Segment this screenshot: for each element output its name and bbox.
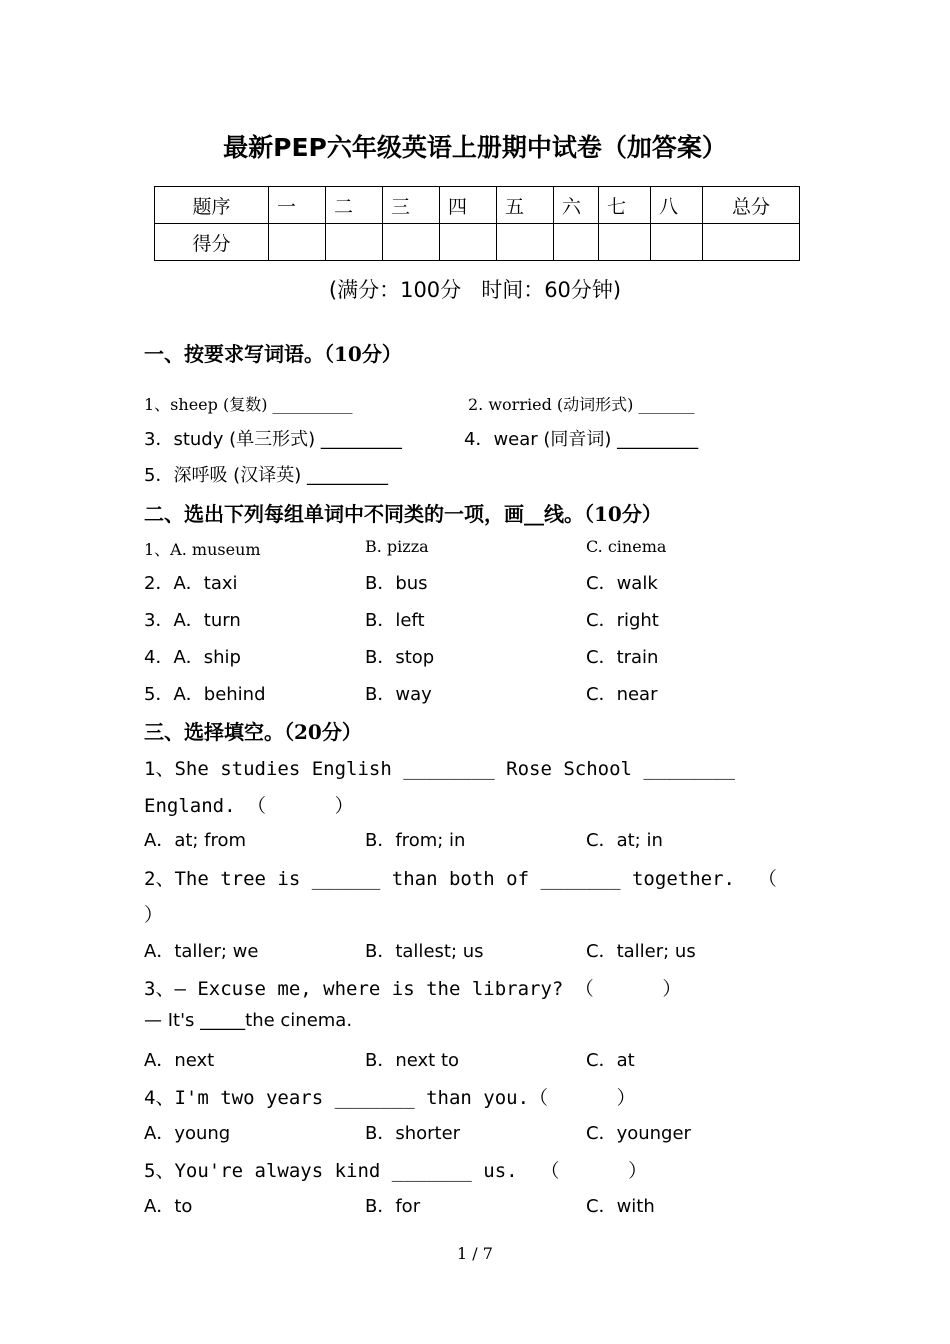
s3-q5-opt-b: B．for — [365, 1196, 421, 1217]
s2-row5-a: 5．A．behind — [144, 684, 266, 705]
s2-row4-c: C．train — [586, 647, 659, 668]
s2-row2-b: B．bus — [365, 573, 428, 594]
score-cell-label: 题序 — [155, 187, 269, 224]
s2-row1-c: C. cinema — [586, 537, 667, 556]
score-cell-2: 二 — [326, 187, 383, 224]
score-blank-cell[interactable] — [703, 224, 800, 261]
score-table-header-row — [155, 187, 800, 224]
score-cell-1: 一 — [269, 187, 326, 224]
s3-q1-opt-c: C．at; in — [586, 830, 663, 851]
s2-row2-a: 2．A．taxi — [144, 573, 238, 594]
s3-q1-line2: England. （ ） — [144, 795, 354, 817]
s2-row2-c: C．walk — [586, 573, 658, 594]
score-cell-4: 四 — [440, 187, 497, 224]
s1-q2: 2. worried (动词形式) _______ — [468, 395, 695, 414]
s2-row3-c: C．right — [586, 610, 659, 631]
score-cell-3: 三 — [383, 187, 440, 224]
score-blank-cell[interactable] — [599, 224, 651, 261]
score-blank-cell[interactable] — [440, 224, 497, 261]
section2-title: 二、选出下列每组单词中不同类的一项，画__线。（10分） — [144, 502, 662, 526]
s3-q1-opt-a: A．at; from — [144, 830, 247, 851]
s3-q3-line1: 3、— Excuse me, where is the library? （ ） — [144, 978, 682, 1000]
s3-q2-opt-b: B．tallest; us — [365, 941, 484, 962]
score-cell-8: 八 — [651, 187, 703, 224]
score-cell-6: 六 — [554, 187, 599, 224]
s3-q4-line1: 4、I'm two years _______ than you.（ ） — [144, 1087, 636, 1109]
s3-q2-opt-a: A．taller; we — [144, 941, 259, 962]
s2-row3-b: B．left — [365, 610, 425, 631]
s3-q4-opt-b: B．shorter — [365, 1123, 461, 1144]
score-cell-5: 五 — [497, 187, 554, 224]
s3-q3-opt-b: B．next to — [365, 1050, 460, 1071]
s3-q2-line2: ） — [144, 904, 164, 926]
s3-q1-opt-b: B．from; in — [365, 830, 466, 851]
score-table — [154, 186, 800, 261]
s2-row5-b: B．way — [365, 684, 432, 705]
s1-q3: 3．study (单三形式) _________ — [144, 429, 402, 450]
score-cell-7: 七 — [599, 187, 651, 224]
page-number: 1 / 7 — [457, 1244, 493, 1263]
s3-q3-opt-a: A．next — [144, 1050, 215, 1071]
s2-row4-b: B．stop — [365, 647, 435, 668]
s3-q4-opt-c: C．younger — [586, 1123, 691, 1144]
s3-q5-opt-a: A．to — [144, 1196, 193, 1217]
s1-q4: 4．wear (同音词) _________ — [464, 429, 699, 450]
s3-q2-line1: 2、The tree is ______ than both of _______ together. （ — [144, 868, 777, 890]
s1-q1: 1、sheep (复数) __________ — [144, 395, 353, 414]
s2-row3-a: 3．A．turn — [144, 610, 241, 631]
score-info: (满分：100分 时间：60分钟) — [328, 278, 622, 302]
score-blank-cell[interactable] — [326, 224, 383, 261]
score-blank-cell[interactable] — [269, 224, 326, 261]
score-cell-total: 总分 — [703, 187, 800, 224]
score-table-score-row — [155, 224, 800, 261]
score-row-label: 得分 — [155, 224, 269, 261]
page-title: 最新PEP六年级英语上册期中试卷（加答案） — [223, 133, 727, 162]
s2-row4-a: 4．A．ship — [144, 647, 241, 668]
s3-q3-line2: — It's _____the cinema. — [144, 1010, 353, 1031]
s2-row5-c: C．near — [586, 684, 658, 705]
s3-q4-opt-a: A．young — [144, 1123, 231, 1144]
section1-title: 一、按要求写词语。（10分） — [144, 342, 402, 366]
s3-q1-line1: 1、She studies English ________ Rose School ________ — [144, 758, 735, 780]
s3-q5-opt-c: C．with — [586, 1196, 655, 1217]
s3-q2-opt-c: C．taller; us — [586, 941, 696, 962]
score-blank-cell[interactable] — [651, 224, 703, 261]
section3-title: 三、选择填空。（20分） — [144, 720, 362, 744]
s1-q5: 5．深呼吸 (汉译英) _________ — [144, 465, 388, 486]
s2-row1-a: 1、A. museum — [144, 540, 261, 559]
s3-q3-opt-c: C．at — [586, 1050, 635, 1071]
score-blank-cell[interactable] — [383, 224, 440, 261]
score-blank-cell[interactable] — [554, 224, 599, 261]
s2-row1-b: B. pizza — [365, 537, 429, 556]
score-blank-cell[interactable] — [497, 224, 554, 261]
s3-q5-line1: 5、You're always kind _______ us. （ ） — [144, 1160, 648, 1182]
